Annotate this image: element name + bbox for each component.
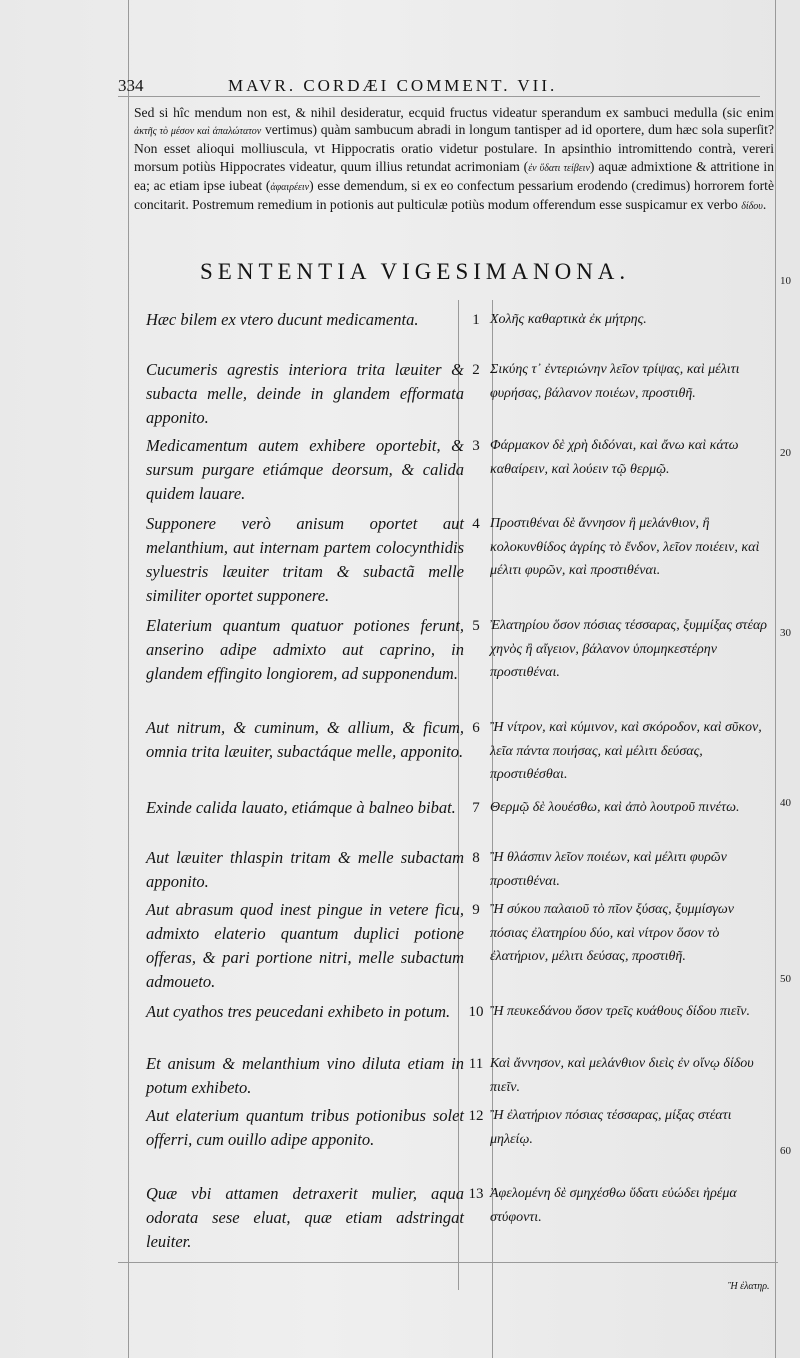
aphorism-number: 1 xyxy=(472,312,480,328)
latin-text: Aut cyathos tres peucedani exhibeto in potum. xyxy=(146,1002,451,1021)
greek-text: Σικύης τ᾿ ἐντεριώνην λεῖον τρίψας, καὶ μέλιτι φυρήσας, βάλανον ποιέων, προστιθῆ. xyxy=(490,362,740,401)
aphorism-number: 5 xyxy=(472,618,480,634)
aphorism-number: 2 xyxy=(472,362,480,378)
aphorism-number: 4 xyxy=(472,516,480,532)
aphorism-number: 6 xyxy=(472,720,480,736)
greek-text: Ἢ θλάσπιν λεῖον ποιέων, καὶ μέλιτι φυρῶν προστιθέναι. xyxy=(490,850,727,889)
greek-text: Ἢ πευκεδάνου ὅσον τρεῖς κυάθους δίδου πιεῖν. xyxy=(490,1004,750,1019)
aphorism-number: 11 xyxy=(468,1056,484,1072)
intro-text-5: . xyxy=(762,197,767,213)
latin-text: Hæc bilem ex vtero ducunt medicamenta. xyxy=(146,310,419,329)
intro-greek-1: ἀκτῆς τὸ μέσον καὶ ἁπαλώτατον xyxy=(134,126,262,138)
aphorism-number: 7 xyxy=(472,800,480,816)
greek-text: Προστιθέναι δὲ ἄννησον ἢ μελάνθιον, ἢ κολοκυνθίδος ἀγρίης τὸ ἔνδον, λεῖον ποιέειν, καὶ μέλιτι φυρῶν, καὶ προστιθέναι. xyxy=(490,516,760,578)
latin-text: Aut elaterium quantum tribus potionibus solet offerri, cum ouillo adipe apponito. xyxy=(146,1106,464,1149)
greek-text: Θερμῷ δὲ λουέσθω, καὶ ἀπὸ λουτροῦ πινέτω. xyxy=(490,800,740,815)
latin-text: Cucumeris agrestis interiora trita læuiter & subacta melle, deinde in glandem efformata apponito. xyxy=(146,360,464,427)
aphorism-number: 8 xyxy=(472,850,480,866)
intro-paragraph xyxy=(134,104,774,215)
aphorism-number: 12 xyxy=(468,1108,484,1124)
margin-number: 10 xyxy=(780,275,791,287)
section-title: SENTENTIA VIGESIMANONA. xyxy=(200,259,631,284)
latin-text: Exinde calida lauato, etiámque à balneo bibat. xyxy=(146,798,456,817)
greek-text: Ἢ ἐλατήριον πόσιας τέσσαρας, μίξας στέατι μηλείῳ. xyxy=(490,1108,732,1147)
left-rule xyxy=(128,0,129,1358)
latin-text: Et anisum & melanthium vino diluta etiam in potum exhibeto. xyxy=(146,1054,464,1097)
intro-text-4: ) esse demendum, si ex eo confectum pessarium erodendo (credimus) horrorem fortè concitarit. Postremum remedium in potionis aut pulticulæ potiùs modum offerendum esse suspicamur ex verbo xyxy=(134,177,774,213)
greek-text: Φάρμακον δὲ χρὴ διδόναι, καὶ ἄνω καὶ κάτω καθαίρειν, καὶ λούειν τῷ θερμῷ. xyxy=(490,438,739,477)
margin-number: 60 xyxy=(780,1145,791,1157)
intro-greek-2: ἐν ὕδατι τείβειν xyxy=(528,162,590,174)
greek-text: Ἢ σύκου παλαιοῦ τὸ πῖον ξύσας, ξυμμίσγων πόσιας ἐλατηρίου δύο, καὶ νίτρον ὅσον τὸ ἐλατήριον, μέλιτι δεύσας, προστιθῆ. xyxy=(490,902,734,964)
greek-text: Καὶ ἄννησον, καὶ μελάνθιον διεὶς ἐν οἴνῳ δίδου πιεῖν. xyxy=(490,1056,754,1095)
catchword: Ἢ ἐλατηρ. xyxy=(728,1281,770,1292)
aphorism-number: 13 xyxy=(468,1186,484,1202)
latin-text: Quæ vbi attamen detraxerit mulier, aqua odorata sese eluat, quæ etiam adstringat leuiter. xyxy=(146,1184,464,1251)
aphorism-number: 3 xyxy=(472,438,480,454)
aphorism-number: 9 xyxy=(472,902,480,918)
margin-number: 30 xyxy=(780,627,791,639)
margin-number: 50 xyxy=(780,973,791,985)
bottom-rule xyxy=(118,1262,778,1263)
page-number: 334 xyxy=(118,76,144,95)
margin-number: 40 xyxy=(780,797,791,809)
intro-greek-4: δίδου xyxy=(741,201,763,213)
latin-text: Aut nitrum, & cuminum, & allium, & ficum, omnia trita læuiter, subactáque melle, apponito. xyxy=(146,718,464,761)
greek-text: Ἀφελομένη δὲ σμηχέσθω ὕδατι εὐώδει ἠρέμα στύφοντι. xyxy=(490,1186,737,1225)
intro-greek-3: ἀφαιρέειν xyxy=(270,181,310,193)
intro-text-2: vertimus) quàm sambucum abradi in longum tantisper ad id oportere, dum hæc sola superſit? Non esset alioqui molliuscula, vt Hippocratis oratio videtur postulare. In apsinthio intromittendo contrà, vereri morsum potiùs Hippocrates videatur, quum illius retundat acrimoniam ( xyxy=(134,122,774,174)
latin-text: Medicamentum autem exhibere oportebit, & sursum purgare etiámque deorsum, & calida quidem lauare. xyxy=(146,436,464,503)
greek-text: Ἢ νίτρον, καὶ κύμινον, καὶ σκόροδον, καὶ σῦκον, λεῖα πάντα ποιήσας, καὶ μέλιτι δεύσας, προστιθέσθαι. xyxy=(490,720,762,782)
latin-text: Aut læuiter thlaspin tritam & melle subactam apponito. xyxy=(146,848,464,891)
latin-text: Aut abrasum quod inest pingue in vetere ficu, admixto elaterio quantum duplici potione offeras, & pari portione nitri, melle subactum admoueto. xyxy=(146,900,464,991)
greek-text: Ἐλατηρίου ὅσον πόσιας τέσσαρας, ξυμμίξας στέαρ χηνὸς ἢ αἴγειον, βάλανον ὑπομηκεστέρην προστιθέναι. xyxy=(490,618,768,680)
latin-text: Elaterium quantum quatuor potiones ferunt, anserino adipe admixto aut caprino, in glandem effingito longiorem, ad supponendum. xyxy=(146,616,464,683)
right-rule xyxy=(775,0,776,1358)
top-rule xyxy=(118,96,760,97)
running-title: MAVR. CORDÆI COMMENT. VII. xyxy=(228,76,558,95)
running-header xyxy=(118,76,758,96)
aphorism-number: 10 xyxy=(468,1004,484,1020)
greek-text: Χολῆς καθαρτικὰ ἐκ μήτρης. xyxy=(490,312,647,327)
intro-text-3: ) aquæ admixtione & attritione in ea; ac etiam ipse iubeat ( xyxy=(134,158,774,193)
latin-text: Supponere verò anisum oportet aut melanthium, aut internam partem colocynthidis syluestris læuiter tritam & subactã melle similiter oportet supponere. xyxy=(146,514,464,605)
margin-number: 20 xyxy=(780,447,791,459)
intro-text-1: Sed si hîc mendum non est, & nihil desideratur, ecquid fructus videatur sperandum ex sambuci medulla (sic enim xyxy=(134,105,774,120)
